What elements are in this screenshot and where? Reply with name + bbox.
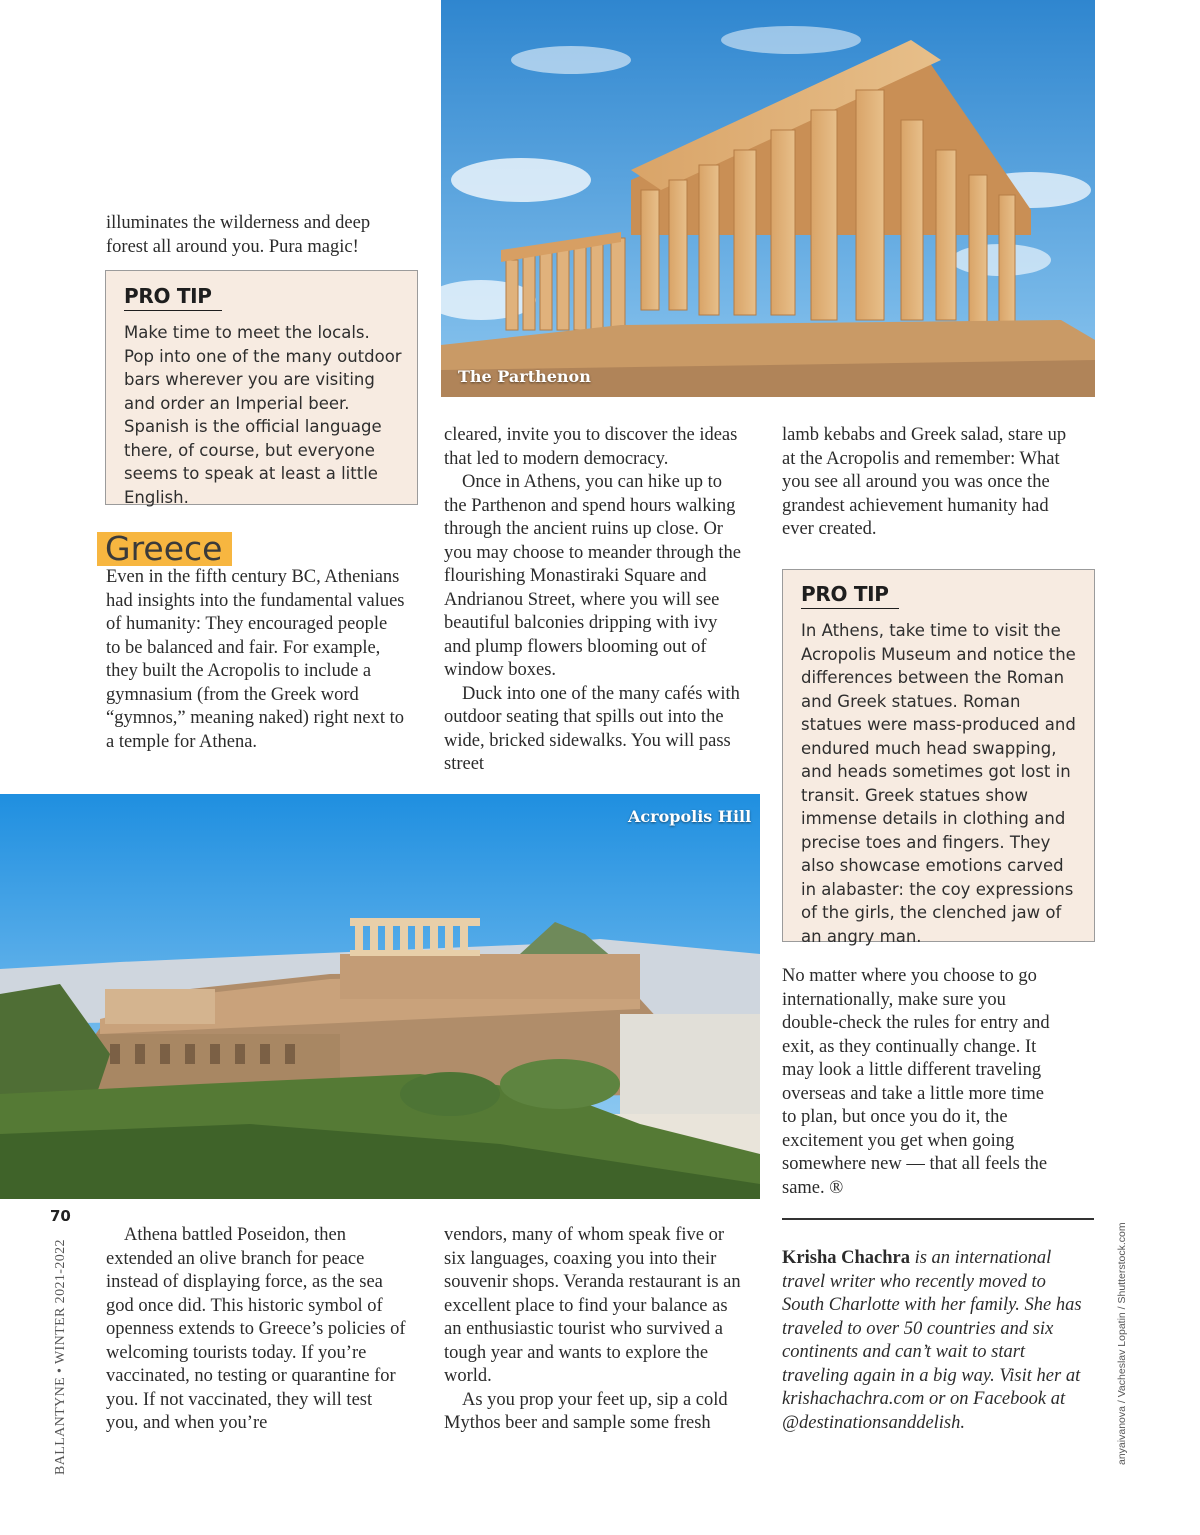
middle-column-top: [444, 424, 744, 777]
pro-tip-text: In Athens, take time to visit the Acropolis Museum and notice the differences between the Roman and Greek statues. Roman statues were mass-produced and endured much head swapping, and heads sometimes got lost in transit. Greek statues show immense details in clothing and precise toes and fingers. They also showcase emotions carved in alabaster: the coy expressions of the girls, the clenched jaw of an angry man.: [801, 621, 1076, 946]
paragraph: Duck into one of the many cafés with outdoor seating that spills out into the wide, bricked sidewalks. You will pass street: [444, 683, 740, 774]
paragraph: vendors, many of whom speak five or six languages, coaxing you into their souvenir shops. Veranda restaurant is an excellent place to find your balance as an enthusiastic tourist who survived a tough year and wants to explore the world.: [444, 1225, 741, 1386]
photo-credits: anyaivanova / Vacheslav Lopatin / Shutterstock.com: [1116, 1222, 1128, 1465]
intro-text: illuminates the wilderness and deep forest all around you. Pura magic!: [106, 213, 371, 257]
parthenon-caption: The Parthenon: [458, 367, 591, 386]
paragraph: Athena battled Poseidon, then extended an olive branch for peace instead of displaying force, as the sea god once did. This historic symbol of openness extends to Greece’s policies of welcoming tourists today. If you’re vaccinated, no testing or quarantine for you. If not vaccinated, they will test you, and when you’re: [106, 1225, 406, 1433]
left-column-bottom: [106, 1224, 406, 1436]
pro-tip-text: Make time to meet the locals. Pop into one of the many outdoor bars wherever you are visiting and order an Imperial beer. Spanish is the official language there, of course, but everyone seems to speak at least a little English.: [124, 323, 402, 507]
author-bio: [782, 1247, 1082, 1435]
pro-tip-title: PRO TIP: [124, 284, 222, 311]
closing-paragraph: No matter where you choose to go internationally, make sure you double-check the rules for entry and exit, as they continually change. It may look a little different traveling overseas and take a little more time to plan, but once you do it, the excitement you get when going somewhere new — that all feels the same. ®: [782, 966, 1050, 1198]
publication-info: BALLANTYNE • WINTER 2021-2022: [53, 1239, 68, 1475]
section-heading-greece: Greece: [97, 532, 232, 566]
pro-tip-box-2: [782, 569, 1095, 946]
page-number: 70: [50, 1207, 71, 1225]
pro-tip-title: PRO TIP: [801, 582, 899, 609]
parthenon-photo: [441, 0, 1095, 397]
paragraph: cleared, invite you to discover the ideas that led to modern democracy.: [444, 425, 738, 469]
middle-column-bottom: [444, 1224, 744, 1436]
bio-divider: [782, 1218, 1094, 1220]
author-bio-text: is an international travel writer who recently moved to South Charlotte with her family. She has traveled to over 50 countries and six continents and can’t wait to start traveling again in a big way. Visit her at krishachachra.com or on Facebook at @destinationsanddelish.: [782, 1248, 1082, 1433]
pro-tip-box-1: [105, 270, 418, 505]
acropolis-caption: Acropolis Hill: [628, 807, 752, 826]
paragraph: Once in Athens, you can hike up to the Parthenon and spend hours walking through the ancient ruins up close. Or you may choose to meander through the flourishing Monastiraki Square and Andrianou Street, where you will see beautiful balconies dripping with ivy and plump flowers blooming out of window boxes.: [444, 472, 741, 680]
author-name: Krisha Chachra: [782, 1248, 910, 1268]
right-column-para-1: lamb kebabs and Greek salad, stare up at the Acropolis and remember: What you see all around you was once the grandest achievement humanity had ever created.: [782, 425, 1067, 539]
acropolis-hill-photo: [0, 794, 760, 1199]
greece-paragraph: Even in the fifth century BC, Athenians had insights into the fundamental values of humanity: They encouraged people to be balanced and fair. For example, they built the Acropolis to include a gymnasium (from the Greek word “gymnos,” meaning naked) right next to a temple for Athena.: [106, 567, 405, 752]
paragraph: As you prop your feet up, sip a cold Mythos beer and sample some fresh: [444, 1389, 728, 1433]
